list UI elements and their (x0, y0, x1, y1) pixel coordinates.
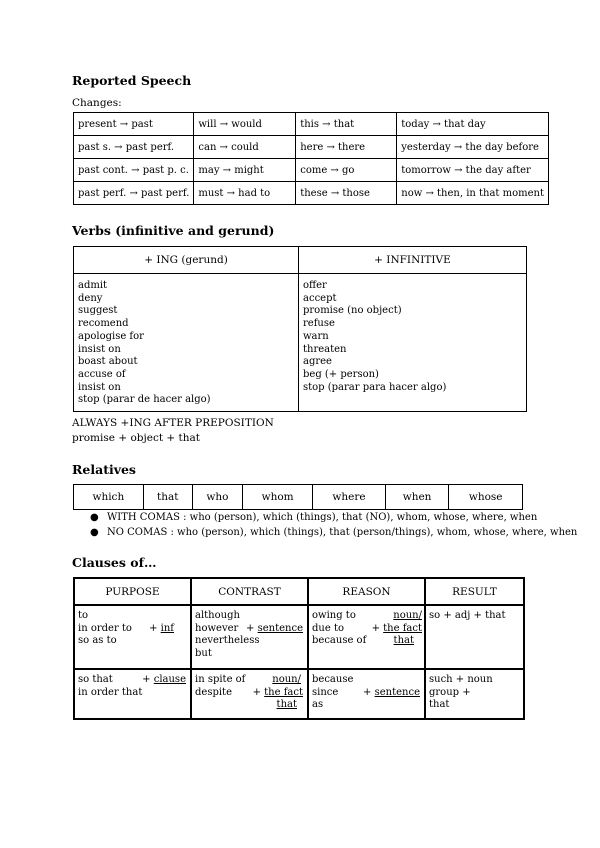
page-title: Reported Speech (72, 73, 192, 88)
contrast-cell (191, 669, 308, 719)
list-item: insist on (78, 343, 121, 355)
reason-cell (308, 669, 425, 719)
relative-cell: who (192, 485, 242, 510)
plus-sign: + (142, 674, 151, 685)
list-item: recomend (78, 318, 129, 330)
list-item: despite (195, 686, 232, 698)
plus-sign: + (149, 623, 158, 634)
verbs-heading: Verbs (infinitive and gerund) (72, 223, 275, 238)
list-item: refuse (303, 318, 335, 330)
relative-cell: whom (243, 485, 313, 510)
list-item: because (312, 674, 354, 685)
list-item: admit (78, 280, 108, 291)
list-item (90, 510, 577, 525)
table-cell: today → that day (397, 113, 549, 136)
table-cell: here → there (296, 136, 397, 159)
target-word: clause (153, 674, 186, 685)
list-item: as (312, 699, 324, 710)
list-item: in spite of (195, 674, 246, 685)
list-item: owing to (312, 610, 356, 621)
list-item: stop (parar de hacer algo) (78, 394, 211, 406)
verbs-table (73, 246, 527, 412)
list-item: because of (312, 635, 367, 646)
list-item: in order to (78, 622, 132, 634)
list-item: deny (78, 292, 103, 304)
target-word: that (276, 699, 297, 710)
plus-sign: + (363, 687, 372, 698)
target-word: noun/ (272, 674, 301, 685)
list-item: although (195, 610, 240, 621)
purpose-cell (74, 669, 191, 719)
table-cell: come → go (296, 159, 397, 182)
promise-note: promise + object + that (72, 432, 200, 444)
list-item: so as to (78, 635, 117, 646)
clauses-heading: Clauses of… (72, 555, 157, 570)
result-header: RESULT (425, 578, 524, 605)
result-text: so + adj + that (429, 610, 506, 621)
ing-verbs-cell (74, 274, 299, 412)
target-word: the fact (383, 622, 422, 634)
purpose-header: PURPOSE (74, 578, 191, 605)
table-row (74, 485, 523, 510)
target-word: the fact (264, 686, 303, 698)
table-row (74, 182, 549, 205)
list-item: beg (+ person) (303, 368, 379, 380)
table-row (74, 113, 549, 136)
table-cell: present → past (74, 113, 194, 136)
target-word: that (393, 635, 414, 646)
table-cell: now → then, in that moment (397, 182, 549, 205)
list-item: promise (no object) (303, 305, 402, 317)
list-item: to (78, 610, 89, 621)
result-cell (425, 605, 524, 669)
table-row (74, 159, 549, 182)
list-item: accept (303, 292, 337, 304)
bullet-text: NO COMAS : who (person), which (things), that (person/things), whom, whose, where, when (107, 527, 578, 538)
list-item: so that (78, 674, 113, 685)
result-cell (425, 669, 524, 719)
relative-cell: when (385, 485, 449, 510)
list-item: however (195, 622, 239, 634)
relative-cell: where (313, 485, 386, 510)
list-item: insist on (78, 381, 121, 393)
table-cell: tomorrow → the day after (397, 159, 549, 182)
result-text: that (429, 699, 450, 710)
contrast-header: CONTRAST (191, 578, 308, 605)
ing-header: + ING (gerund) (74, 247, 299, 274)
result-text: such + noun group + (429, 674, 493, 698)
list-item: stop (parar para hacer algo) (303, 381, 447, 393)
target-word: sentence (257, 623, 303, 634)
table-cell: can → could (194, 136, 296, 159)
target-word: inf (160, 623, 174, 634)
table-row (74, 136, 549, 159)
relatives-heading: Relatives (72, 462, 136, 477)
table-cell: yesterday → the day before (397, 136, 549, 159)
contrast-cell (191, 605, 308, 669)
list-item: warn (303, 330, 329, 342)
table-cell: these → those (296, 182, 397, 205)
changes-table (73, 112, 549, 205)
table-cell: past perf. → past perf. (74, 182, 194, 205)
list-item: offer (303, 280, 327, 291)
table-cell: past cont. → past p. c. (74, 159, 194, 182)
table-cell: must → had to (194, 182, 296, 205)
reason-cell (308, 605, 425, 669)
clauses-table (73, 577, 525, 720)
plus-sign: + (252, 686, 261, 698)
changes-label: Changes: (72, 97, 122, 109)
list-item: agree (303, 356, 332, 368)
always-note: ALWAYS +ING AFTER PREPOSITION (72, 417, 274, 429)
reason-header: REASON (308, 578, 425, 605)
list-item: in order that (78, 686, 143, 698)
plus-sign: + (371, 622, 380, 634)
target-word: noun/ (393, 610, 422, 621)
bullet-icon: ● (90, 527, 99, 538)
list-item: nevertheless (195, 635, 260, 646)
plus-sign: + (246, 623, 255, 634)
relative-cell: whose (449, 485, 523, 510)
list-item: threaten (303, 343, 347, 355)
list-item: boast about (78, 356, 138, 368)
relatives-table (73, 484, 523, 510)
table-cell: this → that (296, 113, 397, 136)
relative-cell: that (143, 485, 192, 510)
list-item: apologise for (78, 330, 144, 342)
bullet-icon: ● (90, 512, 99, 523)
table-cell: past s. → past perf. (74, 136, 194, 159)
relatives-bullets (90, 510, 577, 540)
list-item: accuse of (78, 368, 126, 380)
target-word: sentence (374, 687, 420, 698)
list-item: but (195, 647, 212, 659)
list-item: suggest (78, 305, 118, 317)
infinitive-header: + INFINITIVE (299, 247, 527, 274)
list-item: since (312, 686, 339, 698)
bullet-text: WITH COMAS : who (person), which (things), that (NO), whom, whose, where, when (107, 512, 538, 523)
table-cell: will → would (194, 113, 296, 136)
infinitive-verbs-cell (299, 274, 527, 412)
relative-cell: which (74, 485, 144, 510)
purpose-cell (74, 605, 191, 669)
list-item (90, 525, 577, 540)
table-cell: may → might (194, 159, 296, 182)
list-item: due to (312, 622, 344, 634)
